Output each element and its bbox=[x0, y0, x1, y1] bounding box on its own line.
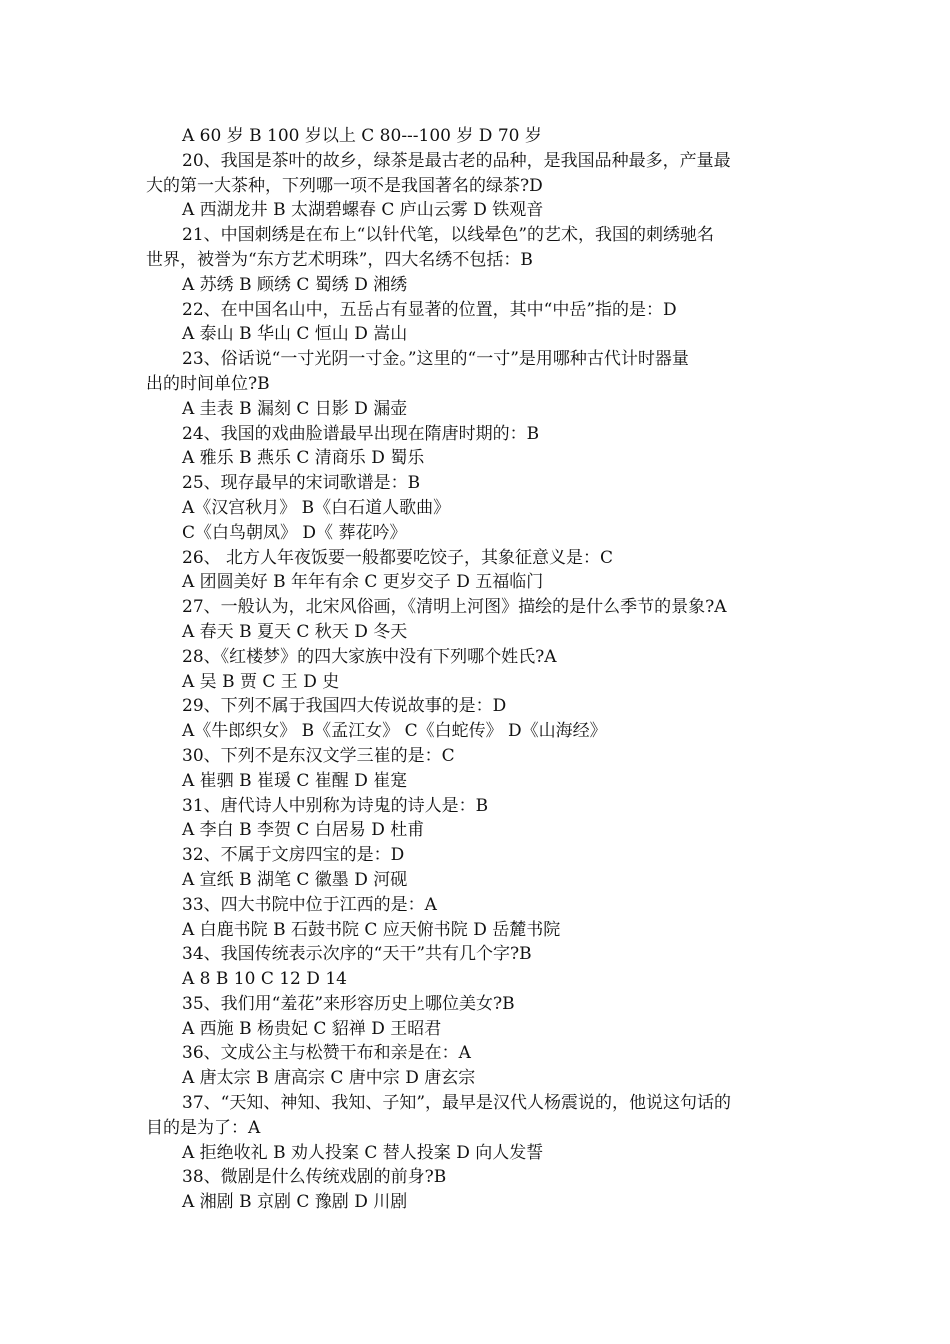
text-line: 30、下列不是东汉文学三崔的是：C bbox=[182, 745, 455, 766]
text-line: A 唐太宗 B 唐高宗 C 唐中宗 D 唐玄宗 bbox=[182, 1068, 476, 1089]
text-line: A 拒绝收礼 B 劝人投案 C 替人投案 D 向人发誓 bbox=[182, 1142, 544, 1163]
text-line: 33、四大书院中位于江西的是：A bbox=[182, 894, 437, 915]
text-line: 目的是为了：A bbox=[146, 1117, 261, 1138]
text-line: A 圭表 B 漏刻 C 日影 D 漏壶 bbox=[182, 398, 408, 419]
text-line: 26、 北方人年夜饭要一般都要吃饺子，其象征意义是：C bbox=[182, 547, 614, 568]
text-line: 38、微剧是什么传统戏剧的前身?B bbox=[182, 1167, 447, 1188]
text-line: 出的时间单位?B bbox=[146, 373, 270, 394]
text-line: 25、现存最早的宋词歌谱是：B bbox=[182, 473, 421, 494]
text-line: A 西湖龙井 B 太湖碧螺春 C 庐山云雾 D 铁观音 bbox=[182, 200, 544, 221]
text-line: A 西施 B 杨贵妃 C 貂禅 D 王昭君 bbox=[182, 1018, 442, 1039]
text-line: 27、一般认为，北宋风俗画，《清明上河图》描绘的是什么季节的景象?A bbox=[182, 597, 727, 618]
text-line: A 春天 B 夏天 C 秋天 D 冬天 bbox=[182, 621, 408, 642]
text-line: 28、《红楼梦》的四大家族中没有下列哪个姓氏?A bbox=[182, 646, 557, 667]
text-line: A 李白 B 李贺 C 白居易 D 杜甫 bbox=[182, 820, 425, 841]
text-line: A 团圆美好 B 年年有余 C 更岁交子 D 五福临门 bbox=[182, 572, 544, 593]
text-line: 23、俗话说“一寸光阴一寸金。”这里的“一寸”是用哪种古代计时器量 bbox=[182, 349, 689, 370]
text-line: 21、中国刺绣是在布上“以针代笔，以线晕色”的艺术，我国的刺绣驰名 bbox=[182, 225, 715, 246]
text-line: 35、我们用“羞花”来形容历史上哪位美女?B bbox=[182, 993, 515, 1014]
text-line: A 吴 B 贾 C 王 D 史 bbox=[182, 671, 340, 692]
text-line: 31、唐代诗人中别称为诗鬼的诗人是：B bbox=[182, 795, 489, 816]
document-body bbox=[146, 124, 796, 1215]
text-line: 36、文成公主与松赞干布和亲是在：A bbox=[182, 1043, 471, 1064]
text-line: 大的第一大茶种，下列哪一项不是我国著名的绿茶?D bbox=[146, 175, 543, 196]
text-line: 29、下列不属于我国四大传说故事的是：D bbox=[182, 696, 507, 717]
text-line: A《牛郎织女》 B《孟江女》 C《白蛇传》 D《山海经》 bbox=[182, 721, 607, 742]
text-line: 世界，被誉为“东方艺术明珠”，四大名绣不包括：B bbox=[146, 249, 533, 270]
text-line: C《白鸟朝凤》 D《 葬花吟》 bbox=[182, 522, 407, 543]
text-line: 37、“天知、神知、我知、子知”，最早是汉代人杨震说的，他说这句话的 bbox=[182, 1093, 732, 1114]
text-line: A 湘剧 B 京剧 C 豫剧 D 川剧 bbox=[182, 1192, 408, 1213]
text-line: 34、我国传统表示次序的“天干”共有几个字?B bbox=[182, 944, 532, 965]
text-line: A 崔驷 B 崔瑗 C 崔醒 D 崔寔 bbox=[182, 770, 408, 791]
text-line: 20、我国是茶叶的故乡，绿茶是最古老的品种，是我国品种最多，产量最 bbox=[182, 150, 731, 171]
text-line: A 宣纸 B 湖笔 C 徽墨 D 河砚 bbox=[182, 869, 408, 890]
text-line: 24、我国的戏曲脸谱最早出现在隋唐时期的：B bbox=[182, 423, 540, 444]
text-line: A《汉宫秋月》 B《白石道人歌曲》 bbox=[182, 497, 451, 518]
text-line: A 雅乐 B 燕乐 C 清商乐 D 蜀乐 bbox=[182, 448, 425, 469]
text-line: 22、在中国名山中，五岳占有显著的位置，其中“中岳”指的是：D bbox=[182, 299, 677, 320]
text-line: A 白鹿书院 B 石鼓书院 C 应天俯书院 D 岳麓书院 bbox=[182, 919, 561, 940]
text-line: 32、不属于文房四宝的是：D bbox=[182, 845, 405, 866]
text-line: A 苏绣 B 顾绣 C 蜀绣 D 湘绣 bbox=[182, 274, 408, 295]
text-line: A 泰山 B 华山 C 恒山 D 嵩山 bbox=[182, 324, 408, 345]
text-line: A 60 岁 B 100 岁以上 C 80---100 岁 D 70 岁 bbox=[182, 126, 542, 146]
text-line: A 8 B 10 C 12 D 14 bbox=[182, 969, 347, 990]
